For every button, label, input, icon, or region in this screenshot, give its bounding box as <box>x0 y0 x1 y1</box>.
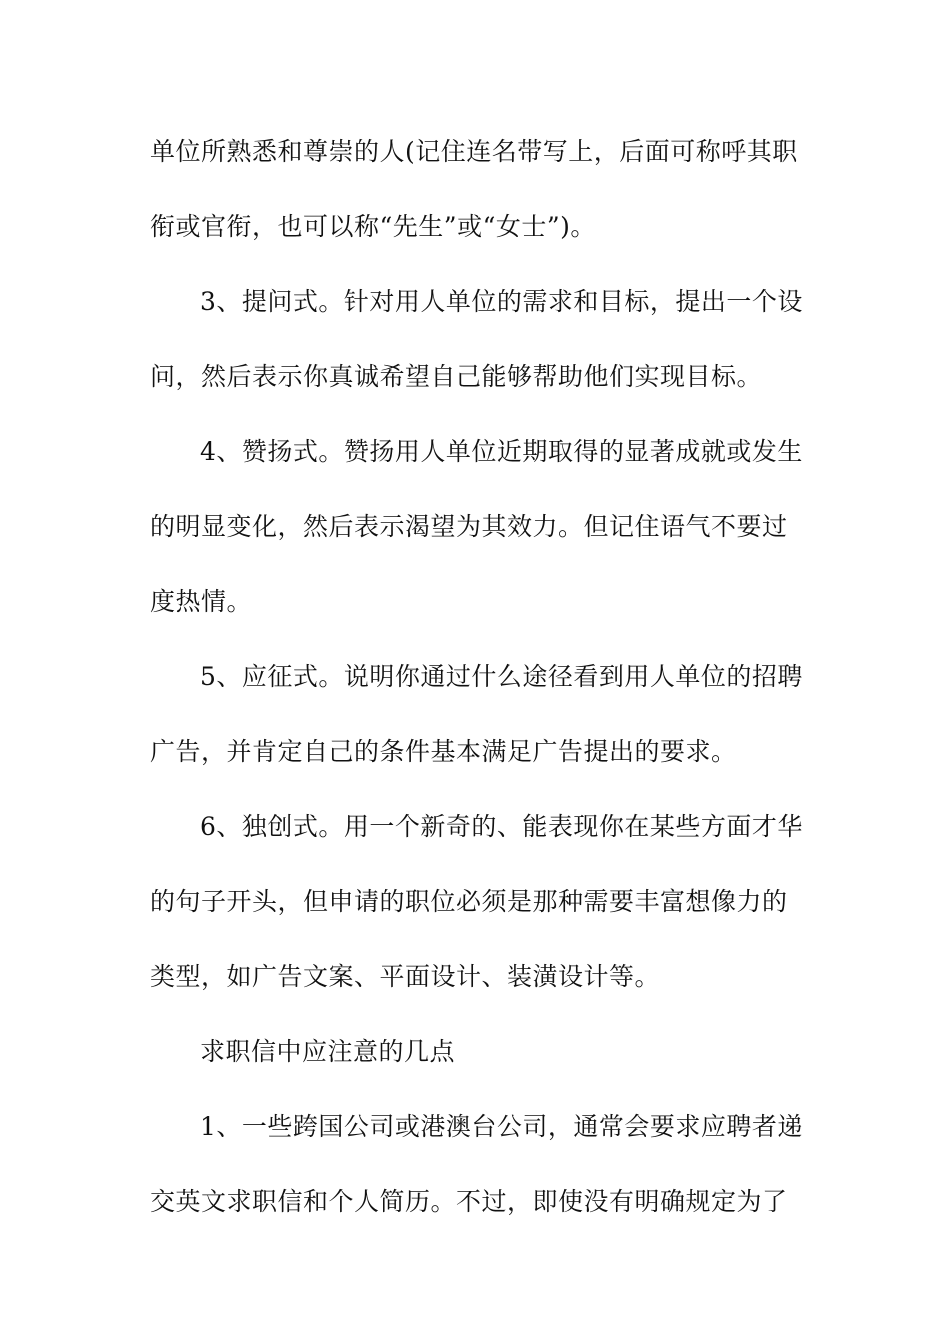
text-line: 交英文求职信和个人简历。不过，即使没有明确规定为了 <box>150 1187 788 1216</box>
paragraph-start-line: 1、一些跨国公司或港澳台公司，通常会要求应聘者递 <box>200 1112 803 1141</box>
text-line: 的明显变化，然后表示渴望为其效力。但记住语气不要过 <box>150 512 788 541</box>
text-line: 问，然后表示你真诚希望自己能够帮助他们实现目标。 <box>150 362 763 391</box>
text-line: 类型，如广告文案、平面设计、装潢设计等。 <box>150 962 661 991</box>
text-line: 度热情。 <box>150 587 253 616</box>
text-line: 的句子开头，但申请的职位必须是那种需要丰富想像力的 <box>150 887 788 916</box>
paragraph-start-line: 6、独创式。用一个新奇的、能表现你在某些方面才华 <box>200 812 803 841</box>
paragraph-start-line: 4、赞扬式。赞扬用人单位近期取得的显著成就或发生 <box>200 437 803 466</box>
paragraph-start-line: 5、应征式。说明你通过什么途径看到用人单位的招聘 <box>200 662 803 691</box>
text-line: 衔或官衔，也可以称“先生”或“女士”)。 <box>150 212 596 241</box>
paragraph-start-line: 3、提问式。针对用人单位的需求和目标，提出一个设 <box>200 287 803 316</box>
section-heading: 求职信中应注意的几点 <box>200 1037 456 1066</box>
text-line: 广告，并肯定自己的条件基本满足广告提出的要求。 <box>150 737 737 766</box>
text-line: 单位所熟悉和尊崇的人(记住连名带写上，后面可称呼其职 <box>150 137 798 166</box>
